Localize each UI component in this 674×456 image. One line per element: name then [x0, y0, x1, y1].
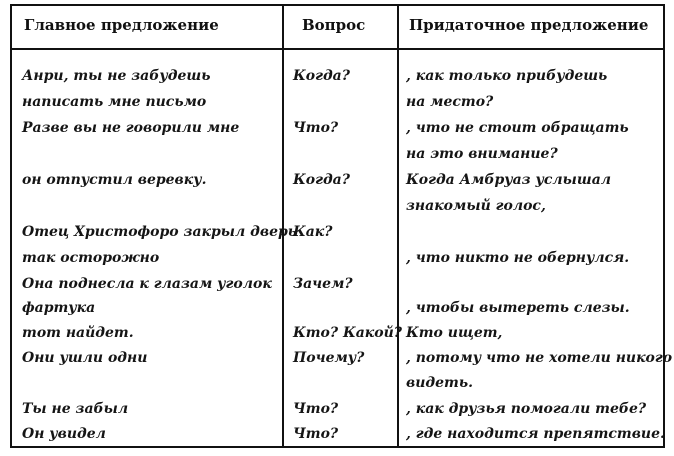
question-line: Что?: [293, 426, 339, 442]
main-clause-line: Она поднесла к глазам уголок: [22, 276, 272, 292]
question-line: Что?: [293, 401, 339, 417]
question-line: Что?: [293, 120, 339, 136]
subordinate-clause-line: Кто ищет,: [406, 325, 503, 341]
subordinate-clause-line: на место?: [406, 94, 494, 110]
question-line: Кто? Какой?: [293, 325, 402, 341]
column-divider: [397, 6, 399, 446]
header-question: Вопрос: [302, 16, 366, 34]
question-line: Как?: [293, 224, 333, 240]
main-clause-line: Ты не забыл: [22, 401, 129, 417]
header-main-clause: Главное предложение: [24, 16, 219, 34]
main-clause-line: Анри, ты не забудешь: [22, 68, 211, 84]
main-clause-line: фартука: [22, 300, 96, 316]
question-line: Зачем?: [293, 276, 353, 292]
subordinate-clause-line: , где находится препятствие.: [406, 426, 665, 442]
subordinate-clause-line: , что никто не обернулся.: [406, 250, 630, 266]
subordinate-clause-line: , потому что не хотели никого: [406, 350, 673, 366]
subordinate-clause-line: , как только прибудешь: [406, 68, 608, 84]
subordinate-clause-line: , что не стоит обращать: [406, 120, 629, 136]
subordinate-clause-line: знакомый голос,: [406, 198, 546, 214]
subordinate-clause-line: на это внимание?: [406, 146, 558, 162]
question-line: Когда?: [293, 172, 350, 188]
question-line: Когда?: [293, 68, 350, 84]
question-line: Почему?: [293, 350, 365, 366]
subordinate-clause-line: , чтобы вытереть слезы.: [406, 300, 630, 316]
subordinate-clause-line: видеть.: [406, 375, 473, 391]
main-clause-line: так осторожно: [22, 250, 160, 266]
header-subordinate-clause: Придаточное предложение: [409, 16, 649, 34]
main-clause-line: он отпустил веревку.: [22, 172, 207, 188]
main-clause-line: написать мне письмо: [22, 94, 207, 110]
main-clause-line: Они ушли одни: [22, 350, 148, 366]
subordinate-clause-line: , как друзья помогали тебе?: [406, 401, 647, 417]
header-divider: [12, 48, 663, 50]
main-clause-line: Разве вы не говорили мне: [22, 120, 240, 136]
main-clause-line: Он увидел: [22, 426, 106, 442]
subordinate-clause-line: Когда Амбруаз услышал: [406, 172, 612, 188]
main-clause-line: тот найдет.: [22, 325, 134, 341]
sentence-table: [10, 4, 673, 448]
main-clause-line: Отец Христофоро закрыл дверь: [22, 224, 298, 240]
